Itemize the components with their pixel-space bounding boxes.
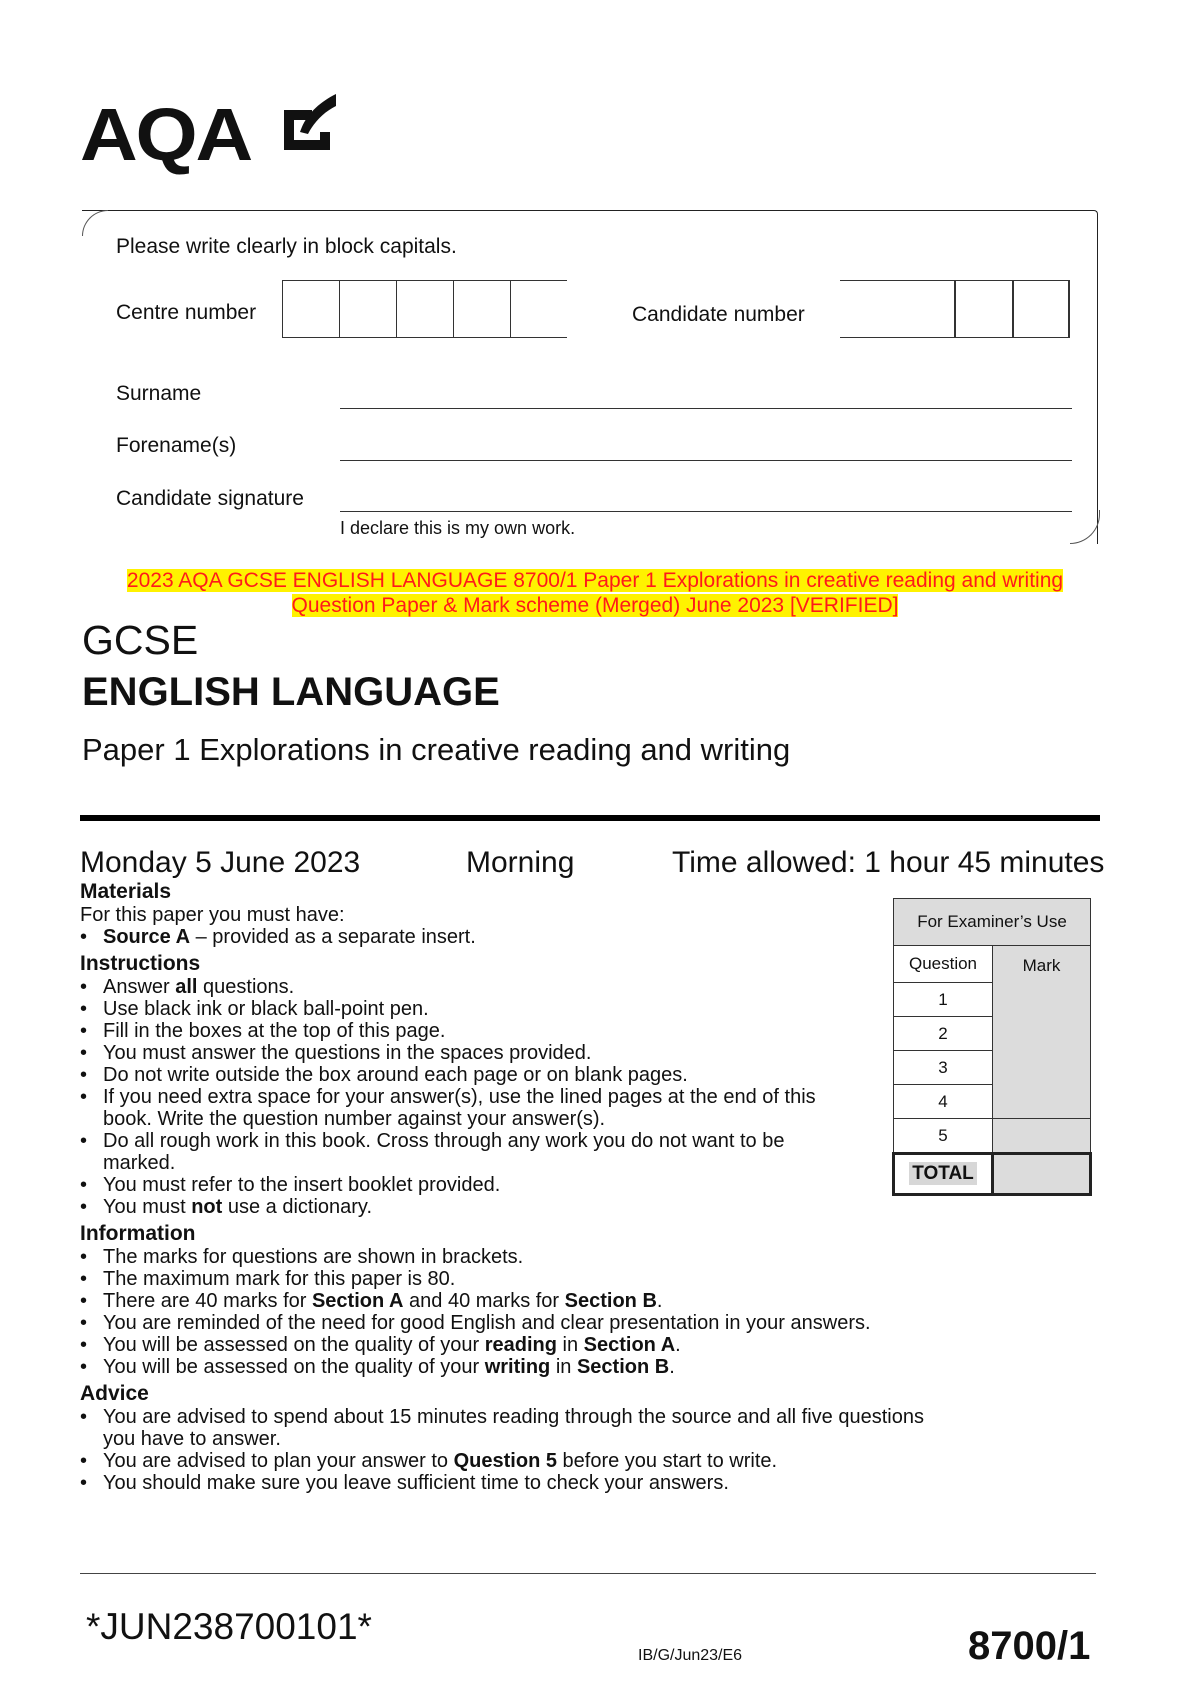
question-number: 2 [894, 1017, 993, 1051]
list-item: • The maximum mark for this paper is 80. [80, 1268, 930, 1290]
total-label: TOTAL [894, 1154, 993, 1195]
materials-heading: Materials [80, 880, 172, 903]
block-capitals-instruction: Please write clearly in block capitals. [116, 235, 457, 258]
list-item: • There are 40 marks for Section A and 40 marks for Section B. [80, 1290, 930, 1312]
banner-line-2: Question Paper & Mark scheme (Merged) June 2023 [VERIFIED] [291, 594, 899, 617]
exam-date: Monday 5 June 2023 [80, 846, 361, 879]
list-item: • You will be assessed on the quality of your writing in Section B. [80, 1356, 930, 1378]
list-item: • If you need extra space for your answer(s), use the lined pages at the end of this book. Write the question number against your answer(s). [80, 1086, 840, 1130]
list-item: • You must answer the questions in the spaces provided. [80, 1042, 840, 1064]
information-list [80, 1246, 930, 1378]
information-heading: Information [80, 1222, 196, 1245]
declaration-text: I declare this is my own work. [340, 518, 576, 538]
footer-divider [80, 1573, 1096, 1574]
digit-box[interactable] [339, 281, 396, 337]
question-number: 1 [894, 983, 993, 1017]
divider [80, 815, 1100, 821]
digit-box[interactable] [453, 281, 510, 337]
forenames-label: Forename(s) [116, 434, 237, 457]
mark-cell [993, 1119, 1091, 1154]
digit-box[interactable] [396, 281, 453, 337]
question-number: 5 [894, 1119, 993, 1154]
question-column-header: Question [894, 946, 993, 983]
surname-label: Surname [116, 382, 202, 405]
surname-field[interactable] [340, 408, 1072, 409]
signature-label: Candidate signature [116, 487, 304, 510]
list-item: • Answer all questions. [80, 976, 840, 998]
paper-code: 8700/1 [968, 1624, 1091, 1668]
list-item: • Do all rough work in this book. Cross through any work you do not want to be marked. [80, 1130, 840, 1174]
title-banner [80, 568, 1110, 618]
mark-column-header: Mark [993, 946, 1091, 1119]
digit-box[interactable] [510, 281, 567, 337]
subject-title: ENGLISH LANGUAGE [82, 670, 500, 714]
qualification-title: GCSE [82, 617, 199, 663]
exam-session: Morning [466, 846, 575, 879]
list-item: • You will be assessed on the quality of your reading in Section A. [80, 1334, 930, 1356]
candidate-number-label: Candidate number [632, 303, 805, 326]
candidate-number-boxes[interactable] [840, 280, 1070, 338]
forenames-field[interactable] [340, 460, 1072, 461]
materials-intro: For this paper you must have: [80, 904, 345, 926]
list-item: • You must refer to the insert booklet provided. [80, 1174, 840, 1196]
exam-instructions [80, 880, 930, 1498]
list-item: • Do not write outside the box around each page or on blank pages. [80, 1064, 840, 1086]
advice-list [80, 1406, 930, 1494]
centre-number-boxes[interactable] [282, 280, 567, 338]
banner-line-1: 2023 AQA GCSE ENGLISH LANGUAGE 8700/1 Paper 1 Explorations in creative reading and writing [126, 569, 1064, 592]
list-item: • You should make sure you leave sufficient time to check your answers. [80, 1472, 930, 1494]
barcode-text: *JUN238700101* [86, 1606, 372, 1647]
list-item: • You are advised to spend about 15 minutes reading through the source and all five questions you have to answer. [80, 1406, 930, 1450]
list-item: • Fill in the boxes at the top of this page. [80, 1020, 840, 1042]
paper-title: Paper 1 Explorations in creative reading and writing [82, 732, 791, 767]
instructions-heading: Instructions [80, 952, 201, 975]
signature-field[interactable] [340, 511, 1072, 512]
reference-code: IB/G/Jun23/E6 [638, 1647, 743, 1664]
examiner-use-table [892, 898, 1092, 1196]
list-item: • You are advised to plan your answer to Question 5 before you start to write. [80, 1450, 930, 1472]
time-allowed: Time allowed: 1 hour 45 minutes [672, 846, 1105, 879]
question-number: 4 [894, 1085, 993, 1119]
aqa-logo-mark-icon [280, 92, 338, 154]
list-item: • You are reminded of the need for good English and clear presentation in your answers. [80, 1312, 930, 1334]
total-mark-cell [993, 1154, 1091, 1195]
advice-heading: Advice [80, 1382, 149, 1405]
examiner-table-title: For Examiner’s Use [894, 899, 1091, 946]
centre-number-label: Centre number [116, 301, 257, 324]
instructions-list [80, 976, 840, 1218]
materials-list [80, 926, 930, 948]
list-item: • The marks for questions are shown in brackets. [80, 1246, 930, 1268]
question-number: 3 [894, 1051, 993, 1085]
list-item: • You must not use a dictionary. [80, 1196, 840, 1218]
digit-box[interactable] [282, 281, 339, 337]
list-item: • Use black ink or black ball-point pen. [80, 998, 840, 1020]
aqa-logo: AQA [80, 93, 252, 176]
list-item: • Source A – provided as a separate insert. [80, 926, 930, 948]
